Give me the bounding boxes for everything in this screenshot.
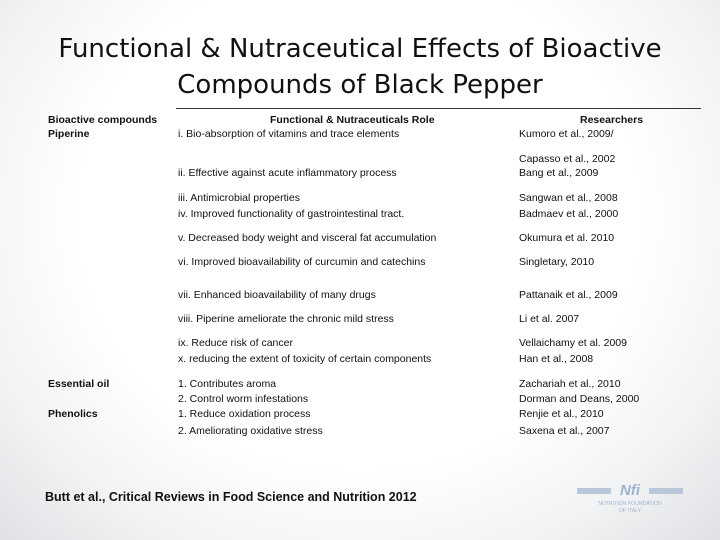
nfi-logo-mark-icon (577, 482, 683, 499)
researcher-item: Singletary, 2010 (519, 256, 595, 268)
role-item: ix. Reduce risk of cancer (178, 337, 293, 349)
nfi-logo-line-2: OF ITALY (618, 508, 642, 514)
researcher-item: Sangwan et al., 2008 (519, 192, 618, 204)
role-item: vii. Enhanced bioavailability of many drugs (178, 289, 376, 301)
researcher-item: Pattanaik et al., 2009 (519, 289, 618, 301)
researcher-item: Han et al., 2008 (519, 353, 594, 365)
researcher-item: Capasso et al., 2002 (519, 153, 616, 165)
role-item: 2. Ameliorating oxidative stress (178, 425, 323, 437)
role-item: v. Decreased body weight and visceral fat accumulation (178, 232, 437, 244)
researcher-item: Zachariah et al., 2010 (519, 378, 621, 390)
nfi-logo-line-1: NUTRITION FOUNDATION (598, 501, 662, 507)
compound-phenolics: Phenolics (48, 408, 98, 420)
role-item: ii. Effective against acute inflammatory process (178, 167, 397, 179)
researcher-item: Vellaichamy et al. 2009 (519, 337, 627, 349)
role-item: 2. Control worm infestations (178, 393, 309, 405)
header-researchers: Researchers (580, 114, 644, 126)
citation-footer: Butt et al., Critical Reviews in Food Science and Nutrition 2012 (45, 490, 417, 504)
researcher-item: Dorman and Deans, 2000 (519, 393, 640, 405)
slide-title-line-2: Compounds of Black Pepper (177, 70, 543, 100)
role-item: viii. Piperine ameliorate the chronic mild stress (178, 313, 394, 325)
role-item: x. reducing the extent of toxicity of certain components (178, 353, 432, 365)
compound-essential-oil: Essential oil (48, 378, 110, 390)
researcher-item: Li et al. 2007 (519, 313, 580, 325)
role-item: iii. Antimicrobial properties (178, 192, 300, 204)
role-item: 1. Reduce oxidation process (178, 408, 311, 420)
researcher-item: Bang et al., 2009 (519, 167, 599, 179)
header-divider (176, 108, 701, 109)
researcher-item: Kumoro et al., 2009/ (519, 128, 614, 140)
role-item: i. Bio-absorption of vitamins and trace elements (178, 128, 400, 140)
nfi-logo (575, 480, 685, 518)
nfi-logo-mark: Nfi (620, 482, 640, 499)
role-item: vi. Improved bioavailability of curcumin and catechins (178, 256, 426, 268)
compound-piperine: Piperine (48, 128, 90, 140)
role-item: 1. Contributes aroma (178, 378, 277, 390)
researcher-item: Badmaev et al., 2000 (519, 208, 619, 220)
header-functional-role: Functional & Nutraceuticals Role (270, 114, 435, 126)
header-bioactive-compounds: Bioactive compounds (48, 114, 158, 126)
researcher-item: Okumura et al. 2010 (519, 232, 615, 244)
role-item: iv. Improved functionality of gastrointestinal tract. (178, 208, 405, 220)
slide-title-line-1: Functional & Nutraceutical Effects of Bioactive (58, 34, 662, 64)
researcher-item: Saxena et al., 2007 (519, 425, 610, 437)
researcher-item: Renjie et al., 2010 (519, 408, 604, 420)
